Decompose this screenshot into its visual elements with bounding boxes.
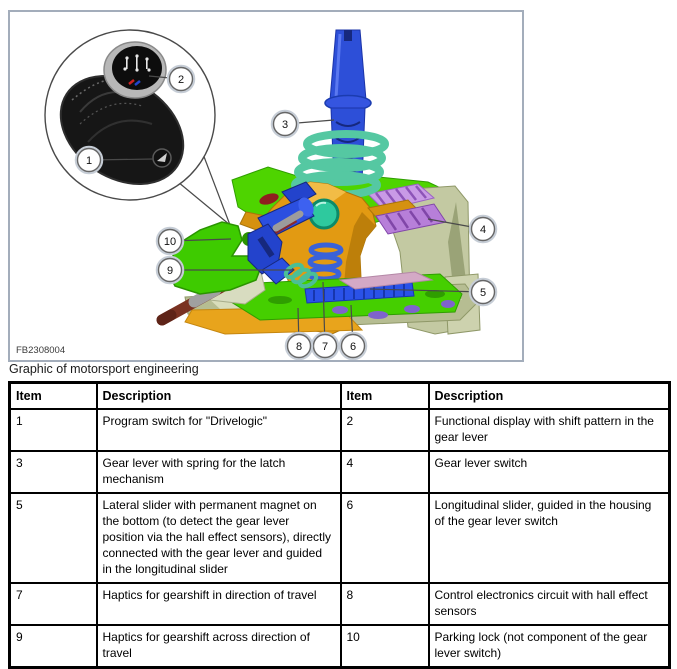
description-cell: Parking lock (not component of the gear lever switch) (429, 625, 670, 668)
column-header-description-1: Description (97, 383, 341, 410)
callout-number: 7 (321, 341, 329, 353)
inset-detail (41, 30, 215, 206)
description-cell: Control electronics circuit with hall effect sensors (429, 583, 670, 625)
figure-frame (8, 10, 524, 362)
description-cell: Haptics for gearshift in direction of travel (97, 583, 341, 625)
column-header-description-2: Description (429, 383, 670, 410)
callout-number: 10 (163, 236, 177, 248)
figure-code-label: FB2308004 (16, 345, 66, 356)
callout-number: 2 (177, 74, 185, 86)
callout-number: 9 (166, 265, 174, 277)
table-row (10, 451, 670, 493)
item-cell: 5 (10, 493, 97, 583)
description-cell: Haptics for gearshift across direction of travel (97, 625, 341, 668)
item-cell: 4 (341, 451, 429, 493)
callout-number: 4 (479, 224, 487, 236)
drivelogic-button (153, 149, 171, 167)
bearing (310, 200, 338, 228)
item-cell: 10 (341, 625, 429, 668)
item-cell: 1 (10, 409, 97, 451)
callout-number: 3 (281, 119, 289, 131)
figure-caption: Graphic of motorsport engineering (9, 362, 199, 376)
item-cell: 6 (341, 493, 429, 583)
description-cell: Gear lever switch (429, 451, 670, 493)
column-header-item-2: Item (341, 383, 429, 410)
item-cell: 2 (341, 409, 429, 451)
table-header-row (10, 383, 670, 410)
description-cell: Functional display with shift pattern in the gear lever (429, 409, 670, 451)
callout-number: 5 (479, 287, 487, 299)
table-row (10, 493, 670, 583)
item-cell: 8 (341, 583, 429, 625)
callout-number: 1 (85, 155, 93, 167)
table-row (10, 583, 670, 625)
gear-knob (104, 42, 166, 98)
item-cell: 3 (10, 451, 97, 493)
table-row (10, 409, 670, 451)
item-cell: 7 (10, 583, 97, 625)
parts-table (8, 381, 671, 669)
item-cell: 9 (10, 625, 97, 668)
column-header-item-1: Item (10, 383, 97, 410)
callout-number: 8 (295, 341, 303, 353)
description-cell: Lateral slider with permanent magnet on the bottom (to detect the gear lever position via the hall effect sensors), directly connected with the gear lever and guided in the longitudinal slider (97, 493, 341, 583)
gear-lever-illustration (10, 12, 522, 360)
description-cell: Longitudinal slider, guided in the housing of the gear lever switch (429, 493, 670, 583)
mechanism-group (162, 30, 480, 334)
callout-number: 6 (349, 341, 357, 353)
table-row (10, 625, 670, 668)
description-cell: Gear lever with spring for the latch mechanism (97, 451, 341, 493)
description-cell: Program switch for "Drivelogic" (97, 409, 341, 451)
